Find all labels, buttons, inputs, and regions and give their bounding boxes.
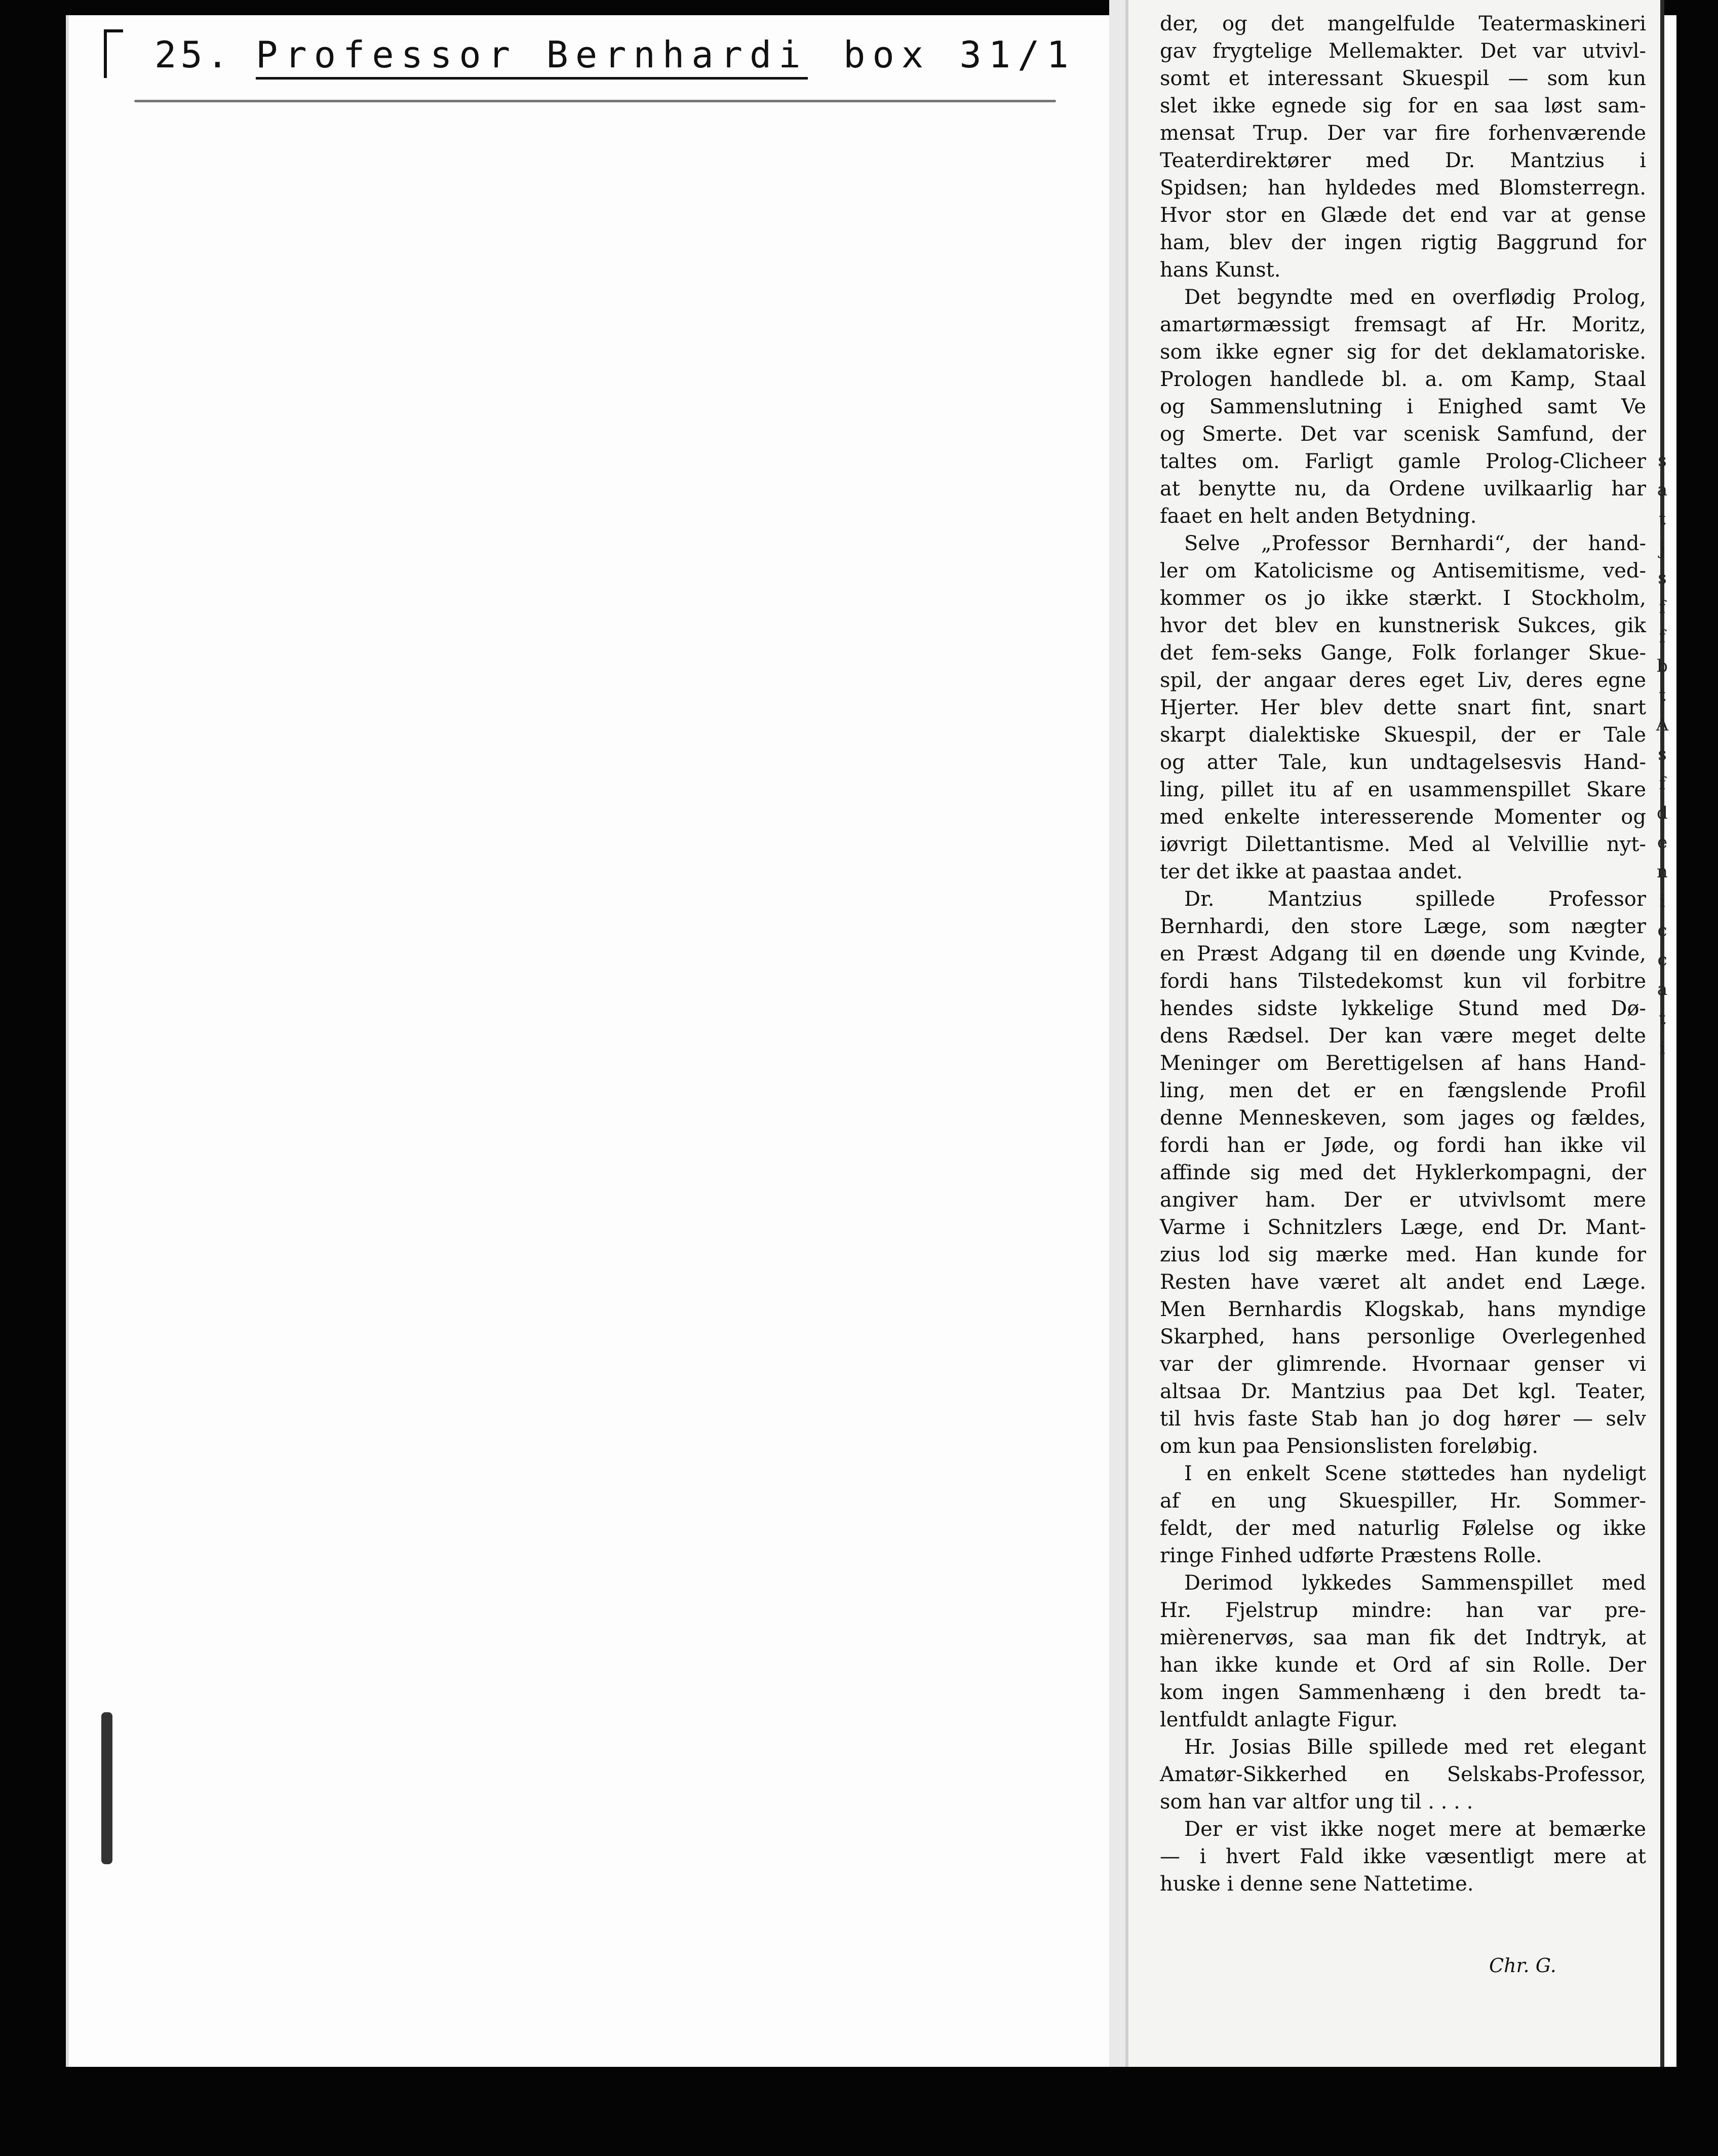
article-line: Dr. Mantzius spillede Professor xyxy=(1184,888,1646,911)
article-line: ler om Katolicisme og Antisemitisme, ved- xyxy=(1160,559,1646,583)
fragment-letter: i xyxy=(1659,1038,1665,1058)
article-line: Men Bernhardis Klogskab, hans myndige xyxy=(1160,1298,1646,1321)
fragment-letter: t xyxy=(1659,685,1666,706)
article-line: taltes om. Farligt gamle Prolog-Clicheer xyxy=(1160,450,1646,473)
fragment-letter: s xyxy=(1658,568,1667,588)
article-line: spil, der angaar deres eget Liv, deres egne xyxy=(1160,669,1646,692)
article-text xyxy=(1160,10,1646,1898)
article-line: Bernhardi, den store Læge, som nægter xyxy=(1160,915,1646,938)
article-line: angiver ham. Der er utvivlsomt mere xyxy=(1160,1188,1646,1212)
article-line: zius lod sig mærke med. Han kunde for xyxy=(1160,1243,1646,1266)
article-paragraph xyxy=(1160,284,1646,530)
article-line: amartørmæssigt fremsagt af Hr. Moritz, xyxy=(1160,313,1646,336)
article-line: ling, men det er en fængslende Profil xyxy=(1160,1079,1646,1102)
article-line: Varme i Schnitzlers Læge, end Dr. Mant- xyxy=(1160,1216,1646,1239)
article-line: feldt, der med naturlig Følelse og ikke xyxy=(1160,1517,1646,1540)
article-line: ter det ikke at paastaa andet. xyxy=(1160,860,1463,883)
sheet-edge xyxy=(66,15,69,2067)
fragment-letter: a xyxy=(1657,480,1668,500)
article-line: Hjerter. Her blev dette snart fint, snart xyxy=(1160,696,1646,719)
article-line: der, og det mangelfulde Teatermaskineri xyxy=(1160,12,1646,35)
fragment-letter: f xyxy=(1659,774,1666,794)
fragment-letter: t xyxy=(1659,1009,1666,1029)
article-line: Hr. Josias Bille spillede med ret elegant xyxy=(1184,1736,1646,1759)
article-line: med enkelte interesserende Momenter og xyxy=(1160,805,1646,829)
article-line: at benytte nu, da Ordene uvilkaarlig har xyxy=(1160,477,1646,500)
article-line: og Smerte. Det var scenisk Samfund, der xyxy=(1160,422,1646,446)
article-paragraph xyxy=(1160,885,1646,1460)
article-line: og atter Tale, kun undtagelsesvis Hand- xyxy=(1160,751,1646,774)
fragment-letter: d xyxy=(1657,803,1668,823)
article-line: Skarphed, hans personlige Overlegenhed xyxy=(1160,1325,1646,1349)
article-line: denne Menneskeven, som jages og fældes, xyxy=(1160,1106,1646,1130)
article-line: gav frygtelige Mellemakter. Det var utvivl- xyxy=(1160,40,1646,63)
article-line: og Sammenslutning i Enighed samt Ve xyxy=(1160,395,1646,418)
adjacent-column-fragment xyxy=(1652,446,1672,1063)
fragment-letter: j xyxy=(1659,538,1665,559)
article-line: Det begyndte med en overflødig Prolog, xyxy=(1184,286,1646,309)
article-line: som ikke egner sig for det deklamatoriske. xyxy=(1160,340,1646,364)
article-line: som han var altfor ung til . . . . xyxy=(1160,1790,1473,1814)
article-line: kom ingen Sammenhæng i den bredt ta- xyxy=(1160,1681,1646,1704)
article-line: Spidsen; han hyldedes med Blomsterregn. xyxy=(1160,176,1646,200)
article-line: hans Kunst. xyxy=(1160,258,1281,282)
article-line: Derimod lykkedes Sammenspillet med xyxy=(1184,1571,1646,1595)
article-line: Der er vist ikke noget mere at bemærke xyxy=(1184,1818,1646,1841)
article-line: huske i denne sene Nattetime. xyxy=(1160,1872,1474,1896)
article-line: om kun paa Pensionslisten foreløbig. xyxy=(1160,1435,1539,1458)
fragment-letter: b xyxy=(1657,656,1668,676)
article-paragraph xyxy=(1160,1460,1646,1569)
article-line: fordi hans Tilstedekomst kun vil forbitre xyxy=(1160,970,1646,993)
article-line: affinde sig med det Hyklerkompagni, der xyxy=(1160,1161,1646,1184)
article-line: ham, blev der ingen rigtig Baggrund for xyxy=(1160,231,1646,254)
fragment-letter: i xyxy=(1659,891,1665,911)
article-line: Selve „Professor Bernhardi“, der hand- xyxy=(1184,532,1646,555)
fragment-letter: f xyxy=(1659,627,1666,647)
article-line: altsaa Dr. Mantzius paa Det kgl. Teater, xyxy=(1160,1380,1646,1403)
article-paragraph xyxy=(1160,1734,1646,1816)
article-line: til hvis faste Stab han jo dog hører — selv xyxy=(1160,1407,1646,1431)
article-line: Hvor stor en Glæde det end var at gense xyxy=(1160,204,1646,227)
article-line: hendes sidste lykkelige Stund med Dø- xyxy=(1160,997,1646,1020)
article-line: Teaterdirektører med Dr. Mantzius i xyxy=(1160,149,1646,172)
article-line: kommer os jo ikke stærkt. I Stockholm, xyxy=(1160,587,1646,610)
fragment-letter: f xyxy=(1659,597,1666,618)
article-signature: Chr. G. xyxy=(1489,1954,1556,1977)
article-line: af en ung Skuespiller, Hr. Sommer- xyxy=(1160,1489,1646,1513)
scan-bottom-edge xyxy=(66,2067,1676,2156)
article-line: slet ikke egnede sig for en saa løst sam- xyxy=(1160,94,1646,118)
article-paragraph xyxy=(1160,1816,1646,1898)
article-line: — i hvert Fald ikke væsentligt mere at xyxy=(1160,1845,1646,1868)
article-line: mièrenervøs, saa man fik det Indtryk, at xyxy=(1160,1626,1646,1649)
article-line: Meninger om Berettigelsen af hans Hand- xyxy=(1160,1052,1646,1075)
document-title: Professor Bernhardi xyxy=(256,33,808,80)
article-line: en Præst Adgang til en døende ung Kvinde, xyxy=(1160,942,1646,966)
box-reference: box 31/1 xyxy=(843,33,1076,76)
article-line: han ikke kunde et Ord af sin Rolle. Der xyxy=(1160,1653,1646,1677)
fragment-letter: c xyxy=(1657,950,1667,970)
article-line: hvor det blev en kunstnerisk Sukces, gik xyxy=(1160,614,1646,637)
fragment-letter: c xyxy=(1657,920,1667,941)
article-line: Hr. Fjelstrup mindre: han var pre- xyxy=(1160,1599,1646,1622)
article-line: ringe Finhed udførte Præstens Rolle. xyxy=(1160,1544,1542,1567)
article-line: dens Rædsel. Der kan være meget delte xyxy=(1160,1024,1646,1048)
article-line: somt et interessant Skuespil — som kun xyxy=(1160,67,1646,90)
fragment-letter: e xyxy=(1657,832,1668,853)
article-line: ling, pillet itu af en usammenspillet Skare xyxy=(1160,778,1646,801)
article-line: Amatør-Sikkerhed en Selskabs-Professor, xyxy=(1160,1763,1646,1786)
fragment-letter: s xyxy=(1658,450,1667,471)
article-paragraph xyxy=(1160,530,1646,885)
fragment-letter: s xyxy=(1658,744,1667,764)
fragment-letter: t xyxy=(1659,509,1666,529)
fragment-letter: a xyxy=(1657,979,1668,999)
article-line: det fem-seks Gange, Folk forlanger Skue- xyxy=(1160,641,1646,665)
article-line: lentfuldt anlagte Figur. xyxy=(1160,1708,1398,1731)
fragment-letter: A xyxy=(1656,715,1669,735)
article-line: mensat Trup. Der var fire forhenværende xyxy=(1160,122,1646,145)
article-line: Resten have været alt andet end Læge. xyxy=(1160,1270,1646,1294)
header-rule xyxy=(134,100,1056,102)
article-line: var der glimrende. Hvornaar genser vi xyxy=(1160,1353,1646,1376)
article-paragraph xyxy=(1160,10,1646,284)
article-line: faaet en helt anden Betydning. xyxy=(1160,505,1477,528)
scan-artifact xyxy=(101,1712,112,1864)
fragment-letter: n xyxy=(1657,862,1668,882)
article-paragraph xyxy=(1160,1569,1646,1734)
article-line: I en enkelt Scene støttedes han nydeligt xyxy=(1184,1462,1646,1485)
item-number: 25. xyxy=(154,33,233,76)
article-line: fordi han er Jøde, og fordi han ikke vil xyxy=(1160,1134,1646,1157)
article-line: Prologen handlede bl. a. om Kamp, Staal xyxy=(1160,368,1646,391)
article-line: skarpt dialektiske Skuespil, der er Tale xyxy=(1160,723,1646,747)
clipping-shadow xyxy=(1109,0,1125,2067)
article-line: iøvrigt Dilettantisme. Med al Velvillie nyt- xyxy=(1160,833,1646,856)
corner-bracket xyxy=(104,29,123,78)
